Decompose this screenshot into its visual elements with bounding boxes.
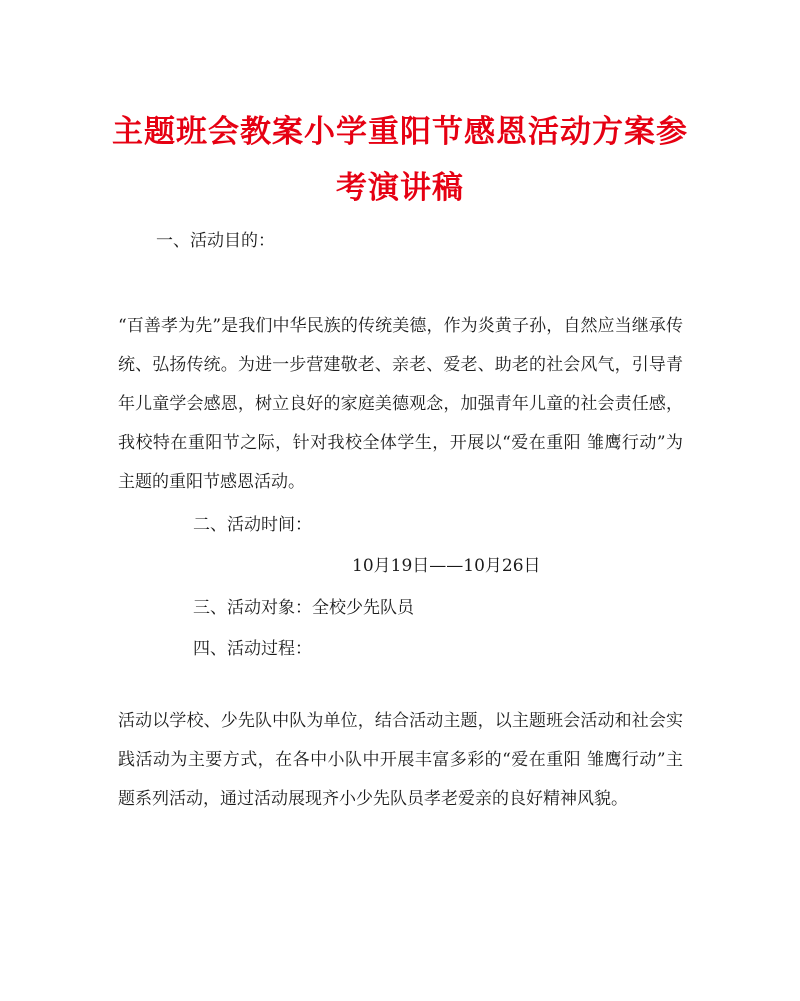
section-1-body: “百善孝为先”是我们中华民族的传统美德，作为炎黄子孙，自然应当继承传统、弘扬传统。为进一步营建敬老、亲老、爱老、助老的社会风气，引导青年儿童学会感恩，树立良好的家庭美德观念，加强青年儿童的社会责任感，我校特在重阳节之际，针对我校全体学生，开展以“爱在重阳 雏鹰行动”为主题的重阳节感恩活动。 xyxy=(118,316,683,492)
section-1-heading: 一、活动目的： xyxy=(156,231,275,251)
section-2-dates: 10月19日——10月26日 xyxy=(352,556,541,576)
document-title-line-2: 考演讲稿 xyxy=(336,170,464,206)
section-4-body: 活动以学校、少先队中队为单位，结合活动主题，以主题班会活动和社会实践活动为主要方式，在各中小队中开展丰富多彩的“爱在重阳 雏鹰行动”主题系列活动，通过活动展现齐小少先队员孝老爱亲的良好精神风貌。 xyxy=(118,711,683,809)
document-title-line-1: 主题班会教案小学重阳节感恩活动方案参 xyxy=(112,114,688,150)
section-3-heading: 三、活动对象：全校少先队员 xyxy=(193,598,414,618)
section-4-heading: 四、活动过程： xyxy=(193,639,312,659)
section-2-heading: 二、活动时间： xyxy=(193,515,312,535)
